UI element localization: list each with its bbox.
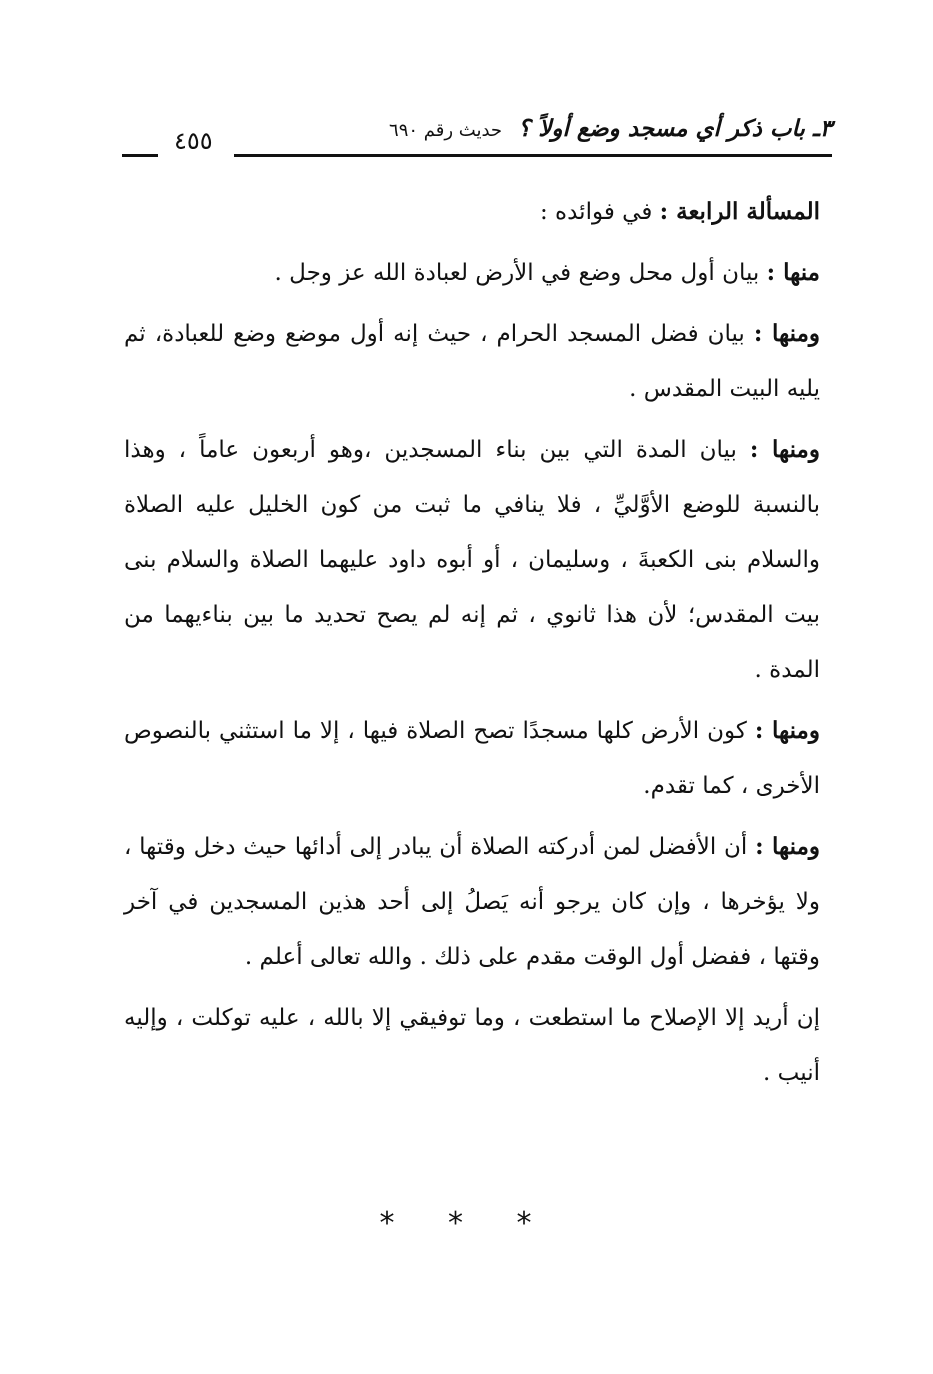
paragraph-lead: ومنها : <box>749 436 820 463</box>
paragraph-lead: منها : <box>766 259 820 286</box>
paragraph-benefit-5 <box>124 819 820 985</box>
paragraph-closing <box>124 990 820 1101</box>
chapter-title: ٣ـ باب ذكر أي مسجد وضع أولاً ؟ <box>518 116 832 142</box>
header-title <box>389 112 832 148</box>
paragraph-text: بيان فضل المسجد الحرام ، حيث إنه أول موضع وضع للعبادة، ثم يليه البيت المقدس . <box>124 321 820 402</box>
header-rule-left <box>122 154 158 157</box>
paragraph-text: بيان المدة التي بين بناء المسجدين ،وهو أربعون عاماً ، وهذا بالنسبة للوضع الأوَّليِّ ، فلا ينافي ما ثبت من كون الخليل عليه الصلاة والسلام بنى الكعبةَ ، وسليمان ، أو أبوه داود عليهما الصلاة والسلام بنى بيت المقدس؛ لأن هذا ثانوي ، ثم إنه لم يصح تحديد ما بين بناءيهما من المدة . <box>124 437 820 683</box>
paragraph-text: بيان أول محل وضع في الأرض لعبادة الله عز وجل . <box>274 260 767 286</box>
header-rule <box>234 154 832 157</box>
paragraph-benefit-4 <box>124 703 820 814</box>
paragraph-lead: ومنها : <box>755 833 820 860</box>
paragraph-lead: ومنها : <box>753 320 820 347</box>
running-header <box>122 112 832 162</box>
paragraph-benefit-3 <box>124 422 820 698</box>
section-separator: * * * <box>379 1206 554 1241</box>
paragraph-benefit-2 <box>124 306 820 417</box>
page-number: ٤٥٥ <box>174 127 213 155</box>
paragraph-text: أن الأفضل لمن أدركته الصلاة أن يبادر إلى أدائها حيث دخل وقتها ، ولا يؤخرها ، وإن كان يرجو أنه يَصلُ إلى أحد هذين المسجدين في آخر وقتها ، ففضل أول الوقت مقدم على ذلك . والله تعالى أعلم . <box>124 834 820 970</box>
paragraph-text: إن أريد إلا الإصلاح ما استطعت ، وما توفيقي إلا بالله ، عليه توكلت ، وإليه أنيب . <box>124 1005 820 1086</box>
paragraph-fourth-issue <box>124 184 820 240</box>
hadith-reference: حديث رقم ٦٩٠ <box>389 120 503 141</box>
paragraph-lead: المسألة الرابعة : <box>659 198 820 225</box>
body-text <box>124 184 820 1106</box>
paragraph-lead: ومنها : <box>754 717 820 744</box>
paragraph-text: كون الأرض كلها مسجدًا تصح الصلاة فيها ، إلا ما استثني بالنصوص الأخرى ، كما تقدم. <box>124 718 820 799</box>
paragraph-benefit-1 <box>124 245 820 301</box>
paragraph-text: في فوائده : <box>539 199 660 225</box>
